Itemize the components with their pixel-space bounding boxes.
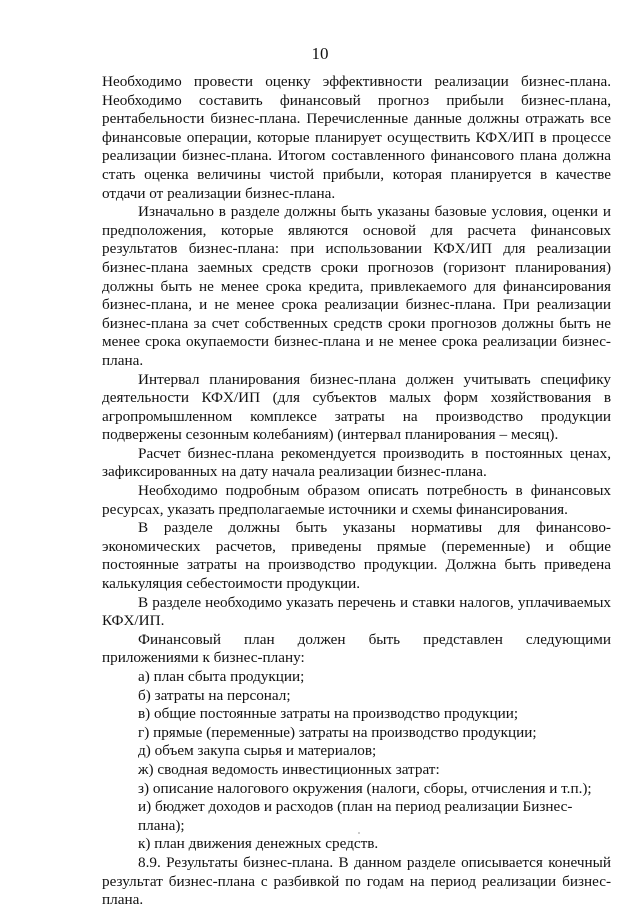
list-item: а) план сбыта продукции;	[138, 668, 305, 685]
list-item: ж) сводная ведомость инвестиционных затрат:	[138, 760, 440, 778]
list-item: к) план движения денежных средств.	[138, 835, 379, 853]
page-number: 10	[311, 44, 329, 63]
paragraph-financing-needs: Необходимо подробным образом описать потребность в финансовых ресурсах, указать предполагаемые источники и схемы финансирования.	[102, 482, 611, 518]
paragraph-norms-costs: В разделе должны быть указаны нормативы для финансово-экономических расчетов, приведены прямые (переменные) и общие постоянные затраты на производство продукции. Должна быть приведена калькуляция себестоимости продукции.	[102, 519, 611, 593]
paragraph-base-conditions: Изначально в разделе должны быть указаны базовые условия, оценки и предположения, которые являются основой для расчета финансовых результатов бизнес-плана: при использовании КФХ/ИП для реализации бизнес-плана заемных средств сроки прогнозов (горизонт планирования) должны быть не менее срока кредита, привлекаемого для финансирования бизнес-плана, и не менее срока реализации бизнес-плана. При реализации бизнес-плана за счет собственных средств сроки прогнозов должны быть не менее срока окупаемости бизнес-плана и не менее срока реализации бизнес-плана.	[102, 203, 611, 369]
list-item: б) затраты на персонал;	[138, 686, 291, 704]
list-item: з) описание налогового окружения (налоги, сборы, отчисления и т.п.);	[138, 779, 592, 797]
paragraph-taxes: В разделе необходимо указать перечень и ставки налогов, уплачиваемых КФХ/ИП.	[102, 593, 611, 630]
appendix-list	[102, 668, 611, 854]
paragraph-planning-interval: Интервал планирования бизнес-плана должен учитывать специфику деятельности КФХ/ИП (для субъектов малых форм хозяйствования в агропромышленном комплексе затраты на производство продукции подвержены сезонным колебаниям) (интервал планирования – месяц).	[102, 370, 611, 444]
list-item: и) бюджет доходов и расходов (план на период реализации Бизнес-плана);	[138, 798, 573, 834]
page-body	[102, 73, 611, 910]
paragraph-appendices-intro: Финансовый план должен быть представлен следующими приложениями к бизнес-плану:	[102, 630, 611, 667]
scan-speck	[358, 832, 360, 834]
list-item: д) объем закупа сырья и материалов;	[138, 742, 377, 760]
list-item: в) общие постоянные затраты на производство продукции;	[138, 705, 519, 723]
list-item: г) прямые (переменные) затраты на производство продукции;	[138, 723, 537, 741]
paragraph-constant-prices: Расчет бизнес-плана рекомендуется производить в постоянных ценах, зафиксированных на дату начала реализации бизнес-плана.	[102, 444, 611, 481]
paragraph-results-section: 8.9. Результаты бизнес-плана. В данном разделе описывается конечный результат бизнес-плана с разбивкой по годам на период реализации бизнес-плана.	[102, 853, 611, 909]
paragraph-financial-assessment: Необходимо провести оценку эффективности реализации бизнес-плана. Необходимо составить финансовый прогноз прибыли бизнес-плана, рентабельности бизнес-плана. Перечисленные данные должны отражать все финансовые операции, которые планирует осуществить КФХ/ИП в процессе реализации бизнес-плана. Итогом составленного финансового плана должна стать оценка величины чистой прибыли, которая планируется в качестве отдачи от реализации бизнес-плана.	[102, 73, 611, 202]
